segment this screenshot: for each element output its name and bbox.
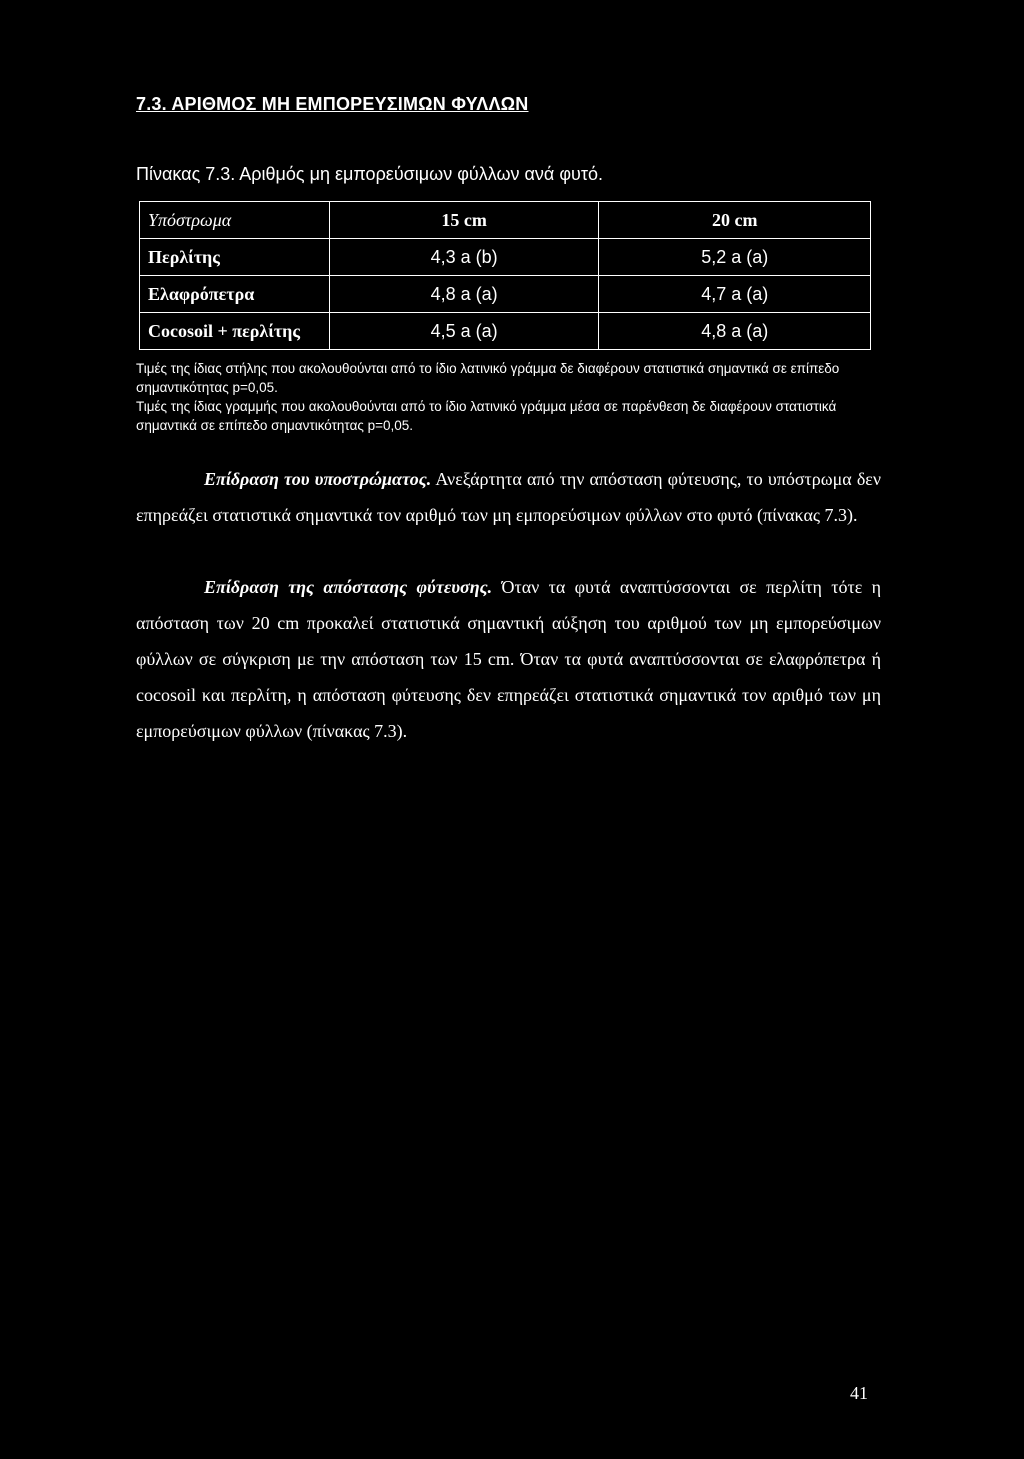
table-cell: 4,8 a (a) — [599, 313, 871, 350]
body-paragraph — [136, 461, 881, 533]
row-label: Cocosoil + περλίτης — [140, 313, 330, 350]
body-paragraph — [136, 569, 881, 749]
table-row — [140, 239, 871, 276]
paragraph-lead: Επίδραση της απόστασης φύτευσης. — [204, 577, 493, 597]
table-row — [140, 313, 871, 350]
table-cell: 4,7 a (a) — [599, 276, 871, 313]
page-number: 41 — [850, 1383, 868, 1403]
section-title: 7.3. ΑΡΙΘΜΟΣ ΜΗ ΕΜΠΟΡΕΥΣΙΜΩΝ ΦΥΛΛΩΝ — [136, 94, 529, 114]
table-cell: 5,2 a (a) — [599, 239, 871, 276]
table-cell: 4,8 a (a) — [329, 276, 599, 313]
table-row — [140, 276, 871, 313]
table-header-row — [140, 202, 871, 239]
row-label: Ελαφρόπετρα — [140, 276, 330, 313]
table-caption: Πίνακας 7.3. Αριθμός μη εμπορεύσιμων φύλλων ανά φυτό. — [136, 164, 603, 184]
table-footnote: Τιμές της ίδιας στήλης που ακολουθούνται από το ίδιο λατινικό γράμμα δε διαφέρουν στατιστικά σημαντικά σε επίπεδο σημαντικότητας p=0,05. — [136, 361, 840, 395]
paragraph-text: Όταν τα φυτά αναπτύσσονται σε περλίτη τότε η απόσταση των 20 cm προκαλεί στατιστικά σημαντική αύξηση του αριθμού των μη εμπορεύσιμων φύλλων σε σύγκριση με την απόσταση των 15 cm. Όταν τα φυτά αναπτύσσονται σε ελαφρόπετρα ή cocosoil και περλίτη, η απόσταση φύτευσης δεν επηρεάζει στατιστικά σημαντικά τον αριθμό των μη εμπορεύσιμων φύλλων (πίνακας 7.3). — [136, 577, 881, 741]
paragraph-lead: Επίδραση του υποστρώματος. — [204, 469, 432, 489]
table-cell: 4,5 a (a) — [329, 313, 599, 350]
table-header-cell: 15 cm — [329, 202, 599, 239]
paragraph-text: Ανεξάρτητα από την απόσταση φύτευσης, το υπόστρωμα δεν επηρεάζει στατιστικά σημαντικά τον αριθμό των μη εμπορεύσιμων φύλλων στο φυτό (πίνακας 7.3). — [136, 469, 882, 525]
table-header-cell: 20 cm — [599, 202, 871, 239]
table-cell: 4,3 a (b) — [329, 239, 599, 276]
row-label: Περλίτης — [140, 239, 330, 276]
data-table — [139, 201, 871, 350]
table-header-cell: Υπόστρωμα — [140, 202, 330, 239]
table-footnote: Τιμές της ίδιας γραμμής που ακολουθούνται από το ίδιο λατινικό γράμμα μέσα σε παρένθεση δε διαφέρουν στατιστικά σημαντικά σε επίπεδο σημαντικότητας p=0,05. — [136, 399, 837, 433]
